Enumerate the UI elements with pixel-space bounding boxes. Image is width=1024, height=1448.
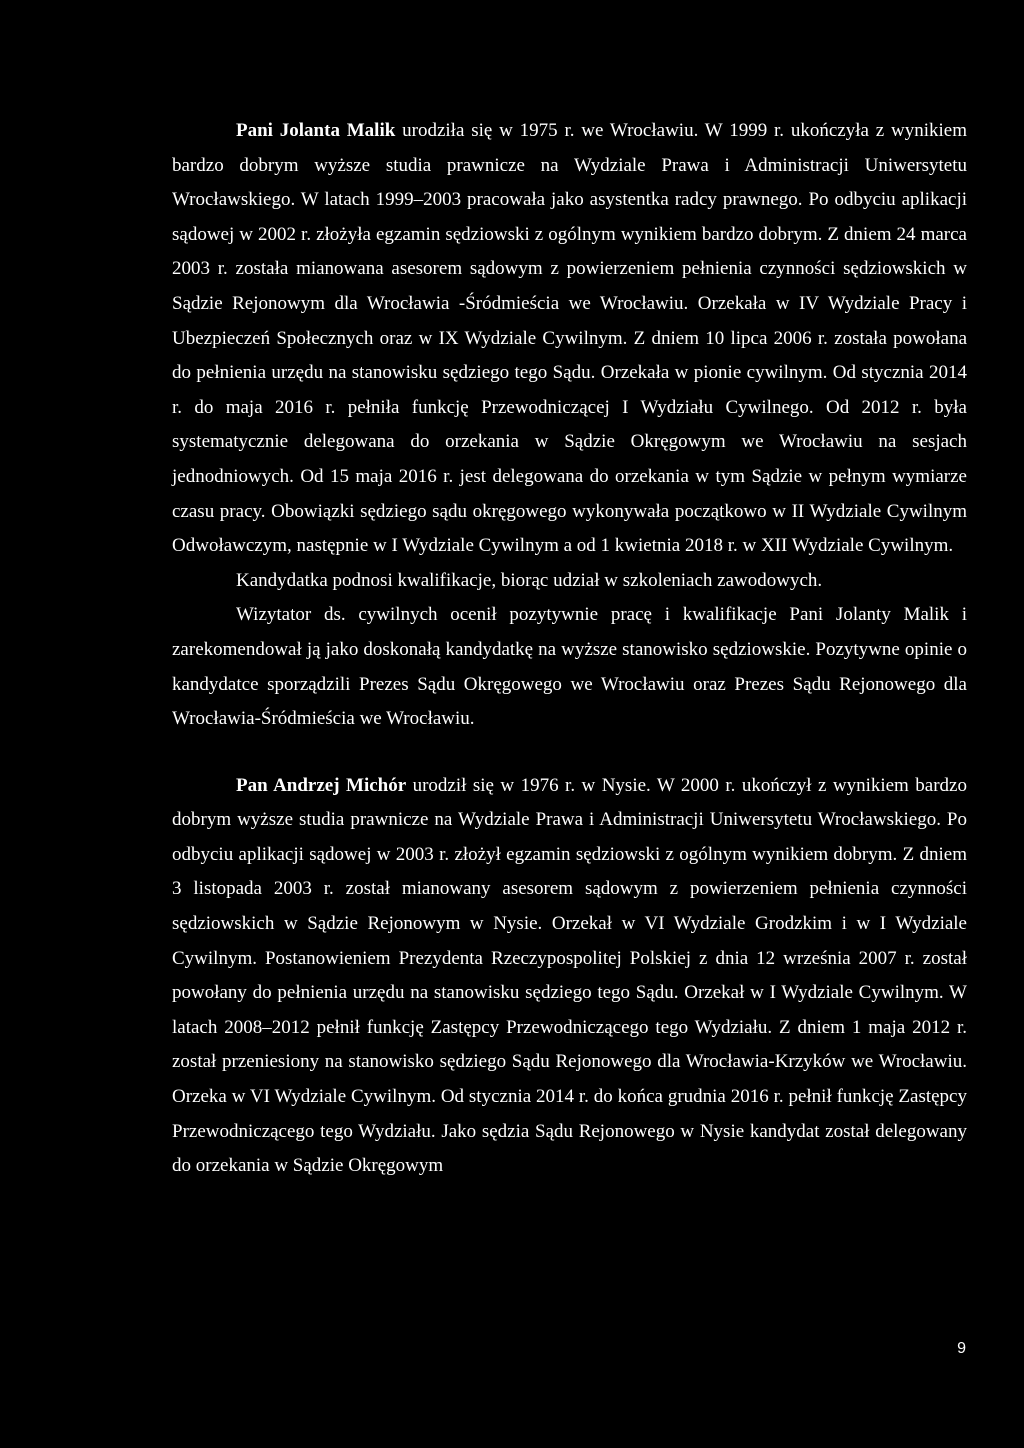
document-body xyxy=(172,114,967,1184)
paragraph-opinions: Wizytator ds. cywilnych ocenił pozytywnie pracę i kwalifikacje Pani Jolanty Malik i zarekomendował ją jako doskonałą kandydatkę na wyższe stanowisko sędziowskie. Pozytywne opinie o kandydatce sporządzili Prezes Sądu Okręgowego we Wrocławiu oraz Prezes Sądu Rejonowego dla Wrocławia-Śródmieścia we Wrocławiu. xyxy=(172,604,967,730)
paragraph-jolanta-malik xyxy=(172,114,967,564)
paragraph-andrzej-michor xyxy=(172,769,967,1184)
paragraph-text: urodził się w 1976 r. w Nysie. W 2000 r. ukończył z wynikiem bardzo dobrym wyższe studia prawnicze na Wydziale Prawa i Administracji Uniwersytetu Wrocławskiego. Po odbyciu aplikacji sądowej w 2003 r. złożył egzamin sędziowski z ogólnym wynikiem dobrym. Z dniem 3 listopada 2003 r. został mianowany asesorem sądowym z powierzeniem pełnienia czynności sędziowskich w Sądzie Rejonowym w Nysie. Orzekał w VI Wydziale Grodzkim i w I Wydziale Cywilnym. Postanowieniem Prezydenta Rzeczypospolitej Polskiej z dnia 12 września 2007 r. został powołany do pełnienia urzędu na stanowisku sędziego tego Sądu. Orzekał w I Wydziale Cywilnym. W latach 2008–2012 pełnił funkcję Zastępcy Przewodniczącego tego Wydziału. Z dniem 1 maja 2012 r. został przeniesiony na stanowisko sędziego Sądu Rejonowego dla Wrocławia-Krzyków we Wrocławiu. Orzeka w VI Wydziale Cywilnym. Od stycznia 2014 r. do końca grudnia 2016 r. pełnił funkcję Zastępcy Przewodniczącego tego Wydziału. Jako sędzia Sądu Rejonowego w Nysie kandydat został delegowany do orzekania w Sądzie Okręgowym xyxy=(172,774,967,1177)
paragraph-qualifications: Kandydatka podnosi kwalifikacje, biorąc udział w szkoleniach zawodowych. xyxy=(236,569,823,591)
page-number: 9 xyxy=(957,1340,966,1357)
candidate-name-jolanta-malik: Pani Jolanta Malik xyxy=(236,120,396,141)
candidate-name-andrzej-michor: Pan Andrzej Michór xyxy=(236,774,407,796)
paragraph-text: urodziła się w 1975 r. we Wrocławiu. W 1999 r. ukończyła z wynikiem bardzo dobrym wyższe studia prawnicze na Wydziale Prawa i Administracji Uniwersytetu Wrocławskiego. W latach 1999–2003 pracowała jako asystentka radcy prawnego. Po odbyciu aplikacji sądowej w 2002 r. złożyła egzamin sędziowski z ogólnym wynikiem bardzo dobrym. Z dniem 24 marca 2003 r. została mianowana asesorem sądowym z powierzeniem pełnienia czynności sędziowskich w Sądzie Rejonowym dla Wrocławia -Śródmieścia we Wrocławiu. Orzekała w IV Wydziale Pracy i Ubezpieczeń Społecznych oraz w IX Wydziale Cywilnym. Z dniem 10 lipca 2006 r. została powołana do pełnienia urzędu na stanowisku sędziego tego Sądu. Orzekała w pionie cywilnym. Od stycznia 2014 r. do maja 2016 r. pełniła funkcję Przewodniczącej I Wydziału Cywilnego. Od 2012 r. była systematycznie delegowana do orzekania w Sądzie Okręgowym we Wrocławiu na sesjach jednodniowych. Od 15 maja 2016 r. jest delegowana do orzekania w tym Sądzie w pełnym wymiarze czasu pracy. Obowiązki sędziego sądu okręgowego wykonywała początkowo w II Wydziale Cywilnym Odwoławczym, następnie w I Wydziale Cywilnym a od 1 kwietnia 2018 r. w XII Wydziale Cywilnym. xyxy=(172,120,967,557)
